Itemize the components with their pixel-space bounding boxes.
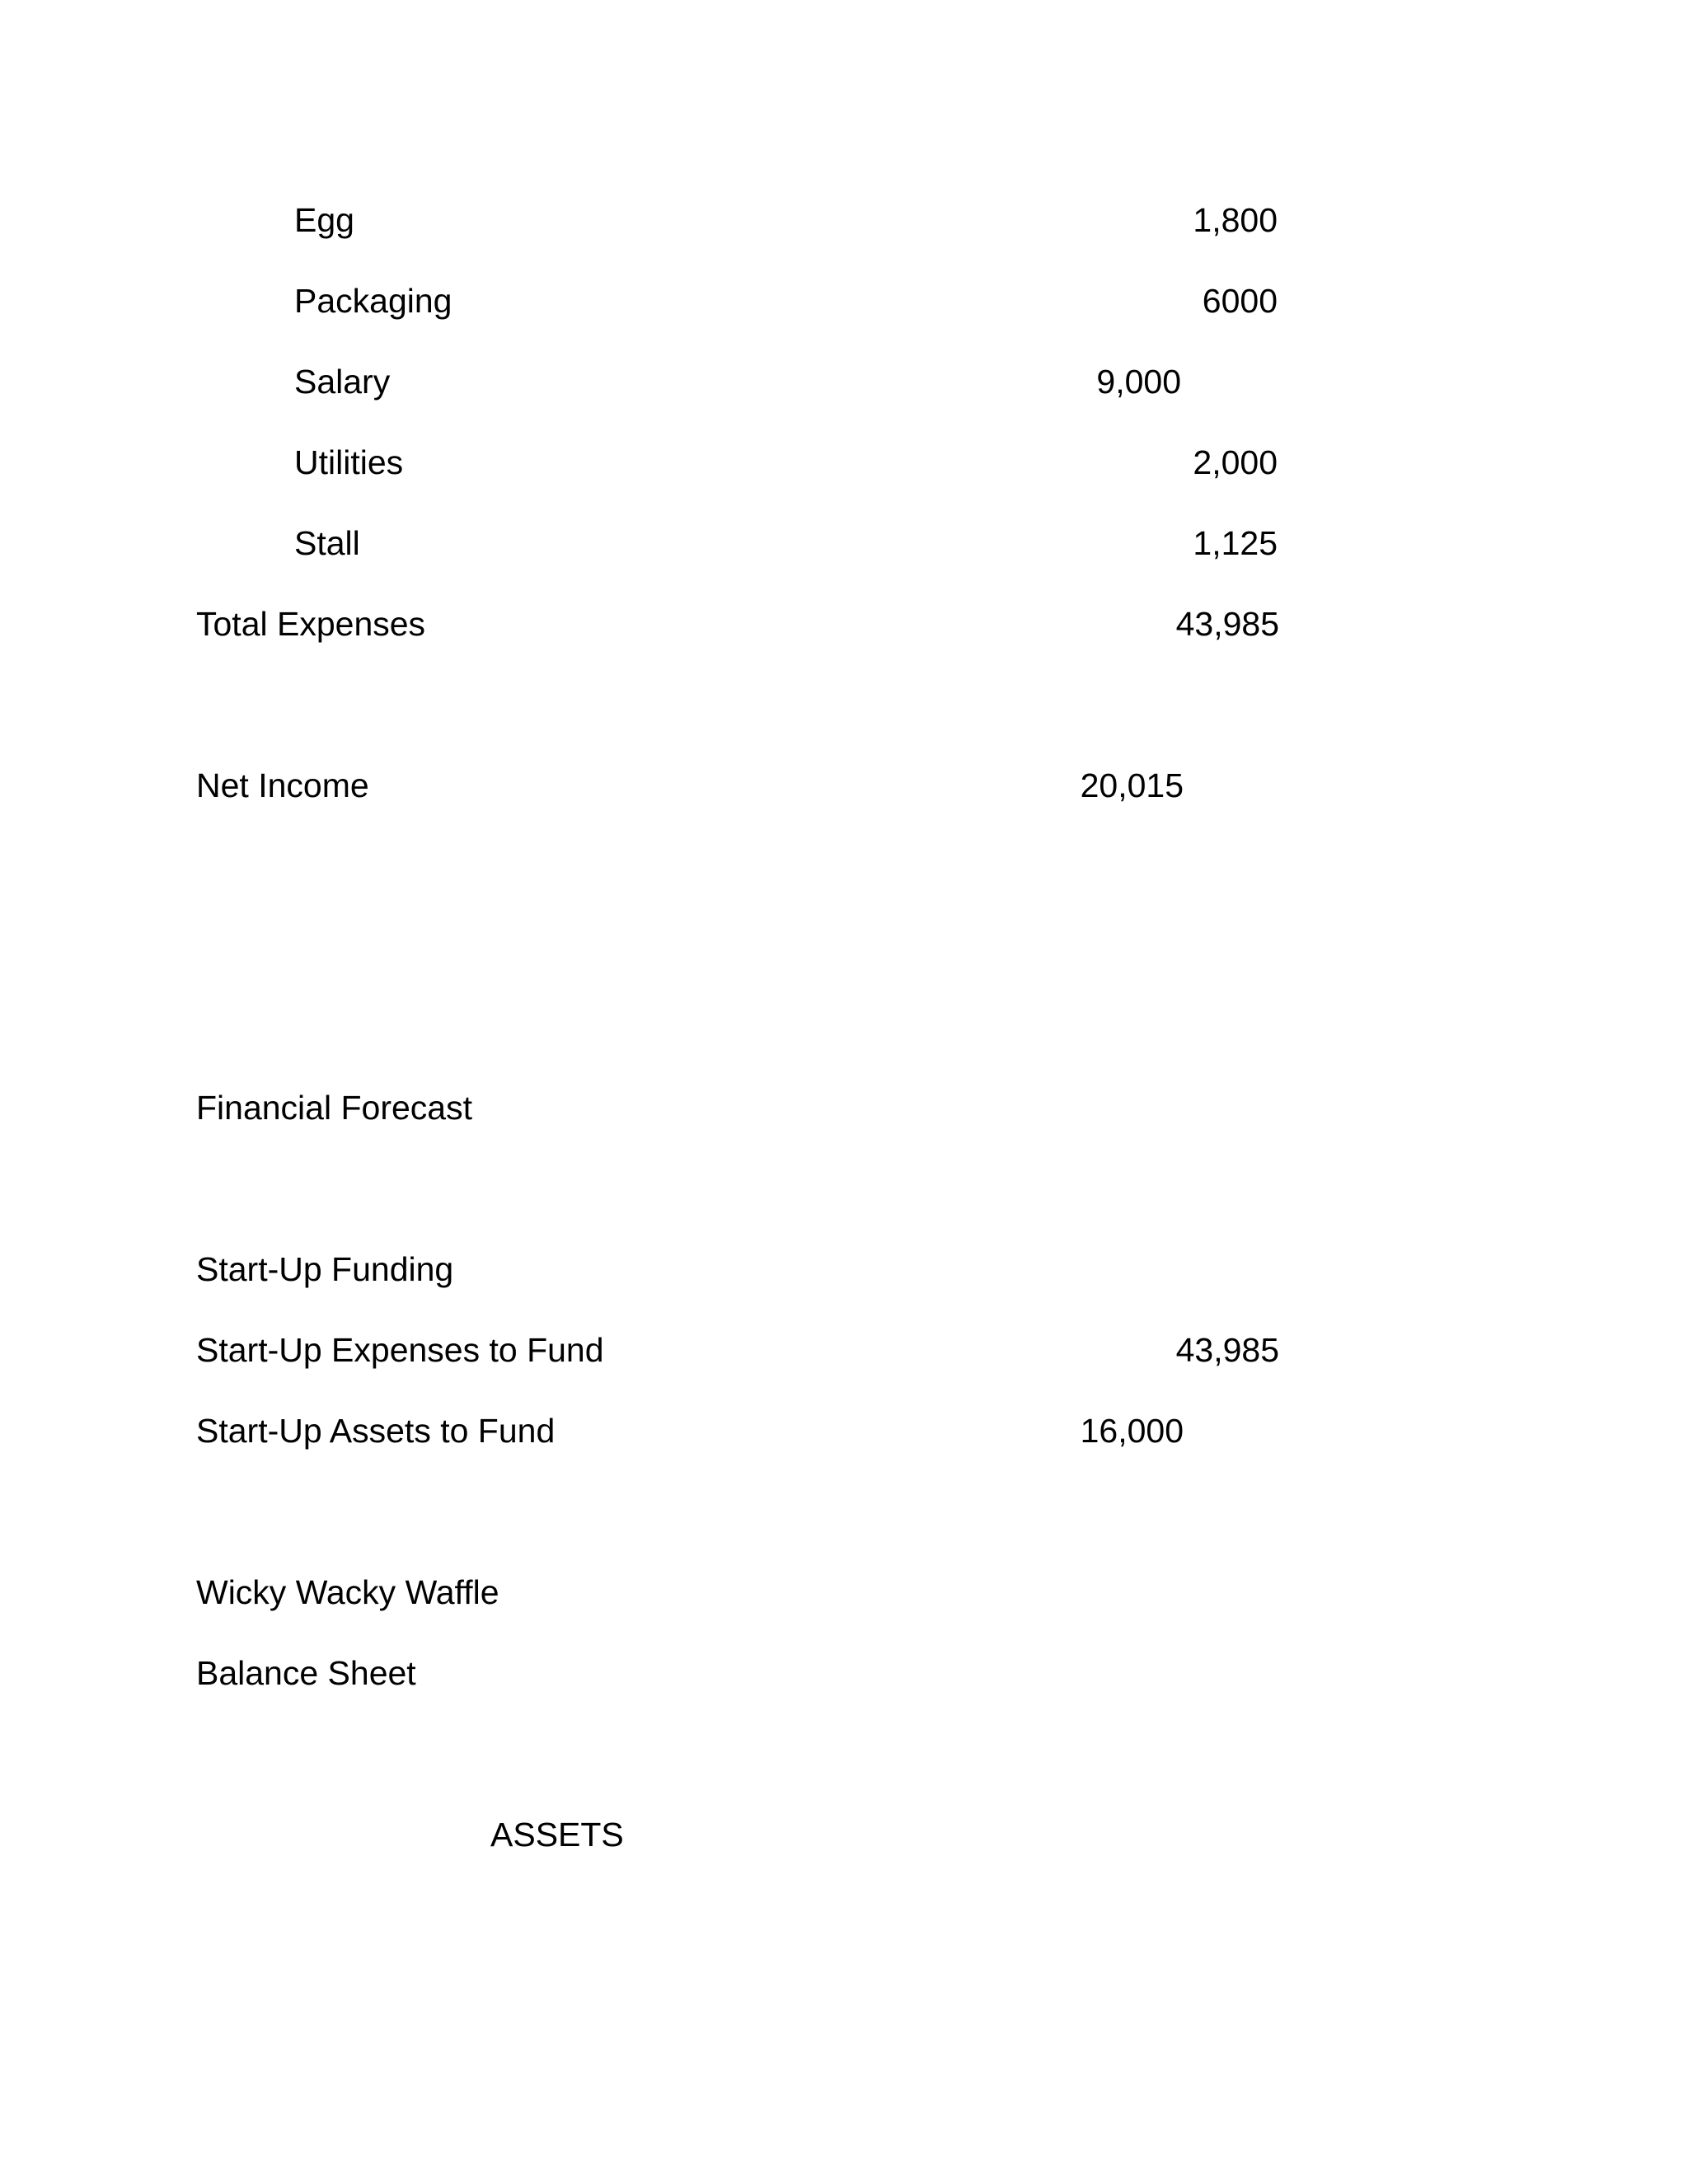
startup-expenses-to-fund-value: 43,985 — [1175, 1331, 1279, 1369]
net-income-value: 20,015 — [1080, 766, 1184, 804]
expense-label-egg: Egg — [294, 201, 354, 239]
expense-label-packaging: Packaging — [294, 282, 452, 320]
company-name: Wicky Wacky Waffle — [196, 1573, 499, 1611]
startup-assets-to-fund-value: 16,000 — [1080, 1412, 1184, 1450]
expense-label-salary: Salary — [294, 363, 391, 401]
assets-heading: ASSETS — [490, 1816, 624, 1854]
expense-value-egg: 1,800 — [1193, 201, 1278, 239]
expense-label-utilities: Utilities — [294, 443, 404, 481]
startup-assets-to-fund-label: Start-Up Assets to Fund — [196, 1412, 556, 1450]
expense-value-utilities: 2,000 — [1193, 443, 1278, 481]
startup-funding-label: Start-Up Funding — [196, 1250, 454, 1288]
expense-value-salary: 9,000 — [1096, 363, 1181, 401]
net-income-label: Net Income — [196, 766, 369, 804]
expense-label-stall: Stall — [294, 524, 360, 562]
startup-expenses-to-fund-label: Start-Up Expenses to Fund — [196, 1331, 604, 1369]
financial-forecast-heading: Financial Forecast — [196, 1089, 472, 1127]
expense-value-stall: 1,125 — [1193, 524, 1278, 562]
total-expenses-label: Total Expenses — [196, 605, 426, 643]
balance-sheet-title: Balance Sheet — [196, 1654, 416, 1692]
expense-value-packaging: 6000 — [1202, 282, 1278, 320]
total-expenses-value: 43,985 — [1175, 605, 1279, 643]
